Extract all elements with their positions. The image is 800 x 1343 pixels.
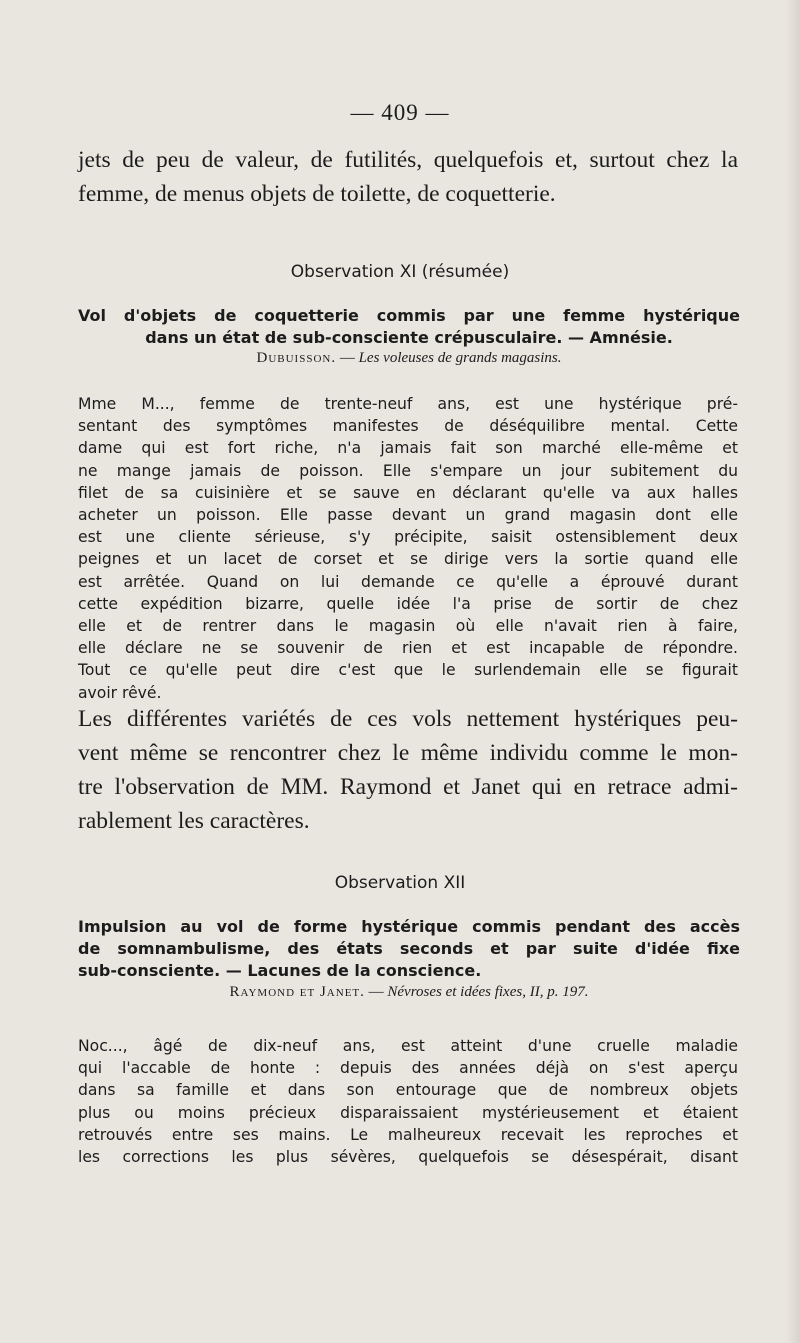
source-separator: — <box>364 984 388 1000</box>
text-line: tre l'observation de MM. Raymond et Janet qui en retrace admi- <box>78 774 738 800</box>
heading-line: Vol d'objets de coquetterie commis par une femme hystérique <box>78 306 740 325</box>
observation-11-heading <box>78 305 740 349</box>
observation-12-title: Observation XII <box>334 873 466 893</box>
observation-11-body <box>78 393 738 704</box>
text-line: femme, de menus objets de toilette, de coquetterie. <box>78 181 556 207</box>
observation-11-source <box>78 350 740 367</box>
middle-paragraph <box>78 702 738 838</box>
body-line: Tout ce qu'elle peut dire c'est que le surlendemain elle se figurait <box>78 661 738 680</box>
body-line: elle déclare ne se souvenir de rien et est incapable de répondre. <box>78 639 738 658</box>
body-line: ne mange jamais de poisson. Elle s'empare un jour subitement du <box>78 461 738 480</box>
page-edge-shadow <box>786 0 800 1343</box>
text-line: jets de peu de valeur, de futilités, quelquefois et, surtout chez la <box>78 147 738 173</box>
text-line: rablement les caractères. <box>78 808 310 834</box>
continuation-paragraph <box>78 143 738 211</box>
observation-11-title: Observation XI (résumée) <box>290 262 510 282</box>
body-line: retrouvés entre ses mains. Le malheureux recevait les reproches et <box>78 1125 738 1144</box>
observation-12-source <box>78 984 740 1001</box>
source-work: Les voleuses de grands magasins. <box>358 350 562 366</box>
body-line: peignes et un lacet de corset et se dirige vers la sortie quand elle <box>78 550 738 569</box>
text-line: Les différentes variétés de ces vols nettement hystériques peu- <box>78 706 738 732</box>
body-line: est une cliente sérieuse, s'y précipite, saisit ostensiblement deux <box>78 528 738 547</box>
body-line: les corrections les plus sévères, quelquefois se désespérait, disant <box>78 1148 738 1167</box>
body-line: elle et de rentrer dans le magasin où elle n'avait rien à faire, <box>78 617 738 636</box>
body-line: avoir rêvé. <box>78 683 162 702</box>
source-author: Dubuisson. <box>256 350 337 366</box>
body-line: qui l'accable de honte : depuis des années déjà on s'est aperçu <box>78 1059 738 1078</box>
body-line: sentant des symptômes manifestes de déséquilibre mental. Cette <box>78 417 738 436</box>
heading-line: dans un état de sub-consciente crépusculaire. — Amnésie. <box>145 328 673 347</box>
observation-12-body <box>78 1035 738 1168</box>
source-work: Névroses et idées fixes, II, p. 197. <box>387 984 589 1000</box>
heading-line: sub-consciente. — Lacunes de la conscience. <box>78 961 482 980</box>
body-line: Mme M..., femme de trente-neuf ans, est une hystérique pré- <box>78 395 738 413</box>
body-line: acheter un poisson. Elle passe devant un grand magasin dont elle <box>78 506 738 525</box>
source-author: Raymond et Janet. <box>229 984 365 1000</box>
observation-12-heading <box>78 916 740 982</box>
heading-line: de somnambulisme, des états seconds et par suite d'idée fixe <box>78 939 740 958</box>
body-line: cette expédition bizarre, quelle idée l'a prise de sortir de chez <box>78 594 738 613</box>
body-line: dans sa famille et dans son entourage que de nombreux objets <box>78 1081 738 1100</box>
source-separator: — <box>336 350 359 366</box>
body-line: Noc..., âgé de dix-neuf ans, est atteint d'une cruelle maladie <box>78 1037 738 1055</box>
page-number: — 409 — <box>350 100 450 125</box>
body-line: dame qui est fort riche, n'a jamais fait son marché elle-même et <box>78 439 738 458</box>
body-line: filet de sa cuisinière et se sauve en déclarant qu'elle va aux halles <box>78 483 738 502</box>
body-line: plus ou moins précieux disparaissaient mystérieusement et étaient <box>78 1103 738 1122</box>
text-line: vent même se rencontrer chez le même individu comme le mon- <box>78 740 738 766</box>
body-line: est arrêtée. Quand on lui demande ce qu'elle a éprouvé durant <box>78 572 738 591</box>
heading-line: Impulsion au vol de forme hystérique commis pendant des accès <box>78 917 740 936</box>
